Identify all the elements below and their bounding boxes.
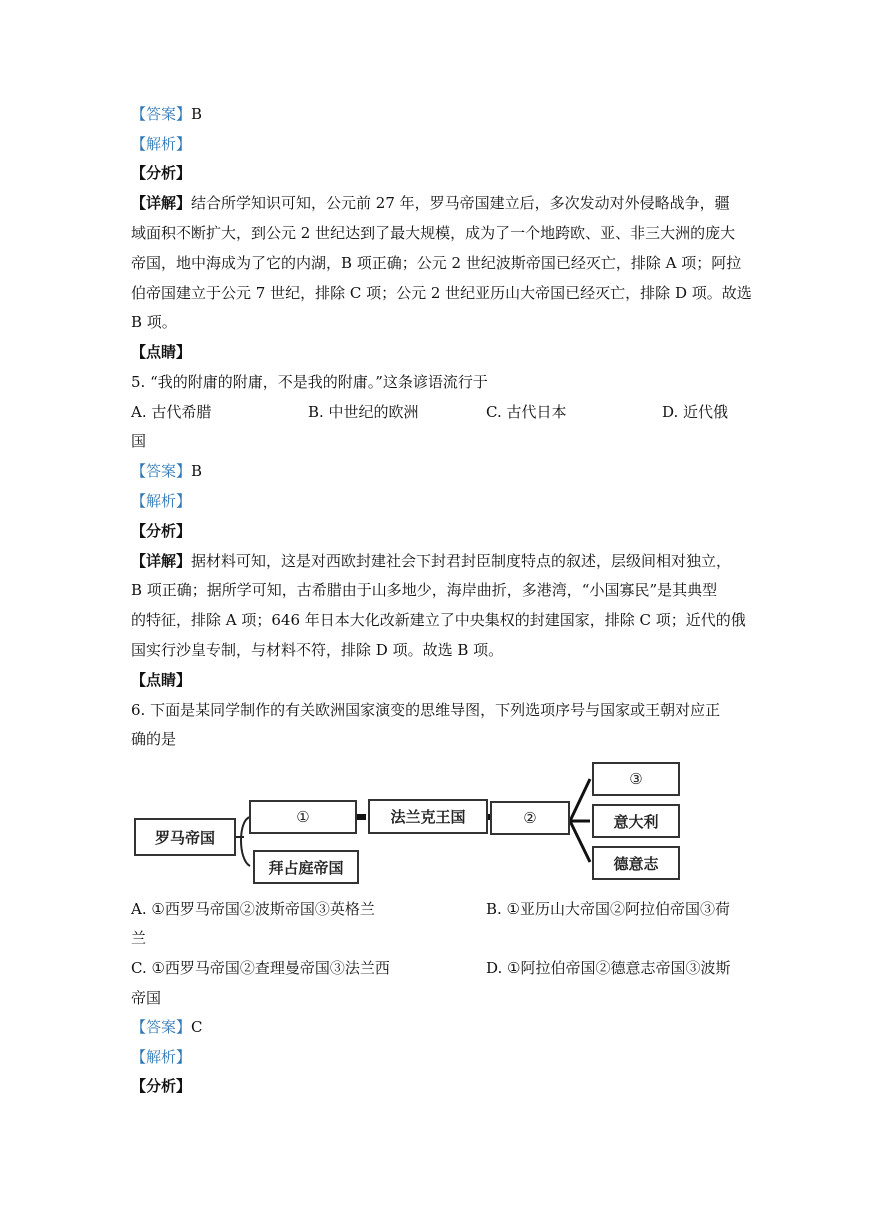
connector-branch-germany [570, 821, 590, 862]
q4-answer: 【答案】B [131, 105, 203, 123]
q6-fenxi-label: 【分析】 [131, 1077, 192, 1095]
q5-detail-line-3: 的特征，排除 A 项；646 年日本大化改新建立了中央集权的封建国家，排除 C 项；近代的俄 [131, 611, 746, 629]
q4-detail-line-3: 帝国，地中海成为了它的内湖，B 项正确；公元 2 世纪波斯帝国已经灭亡，排除 A 项；阿拉 [131, 254, 742, 272]
q5-option-wrap: 国 [131, 432, 147, 450]
connector-branch-3 [570, 779, 590, 821]
q5-detail-line-4: 国实行沙皇专制，与材料不符，排除 D 项。故选 B 项。 [131, 641, 504, 659]
box-frankish-kingdom: 法兰克王国 [368, 799, 488, 834]
q5-detail-line-1: 【详解】据材料可知，这是对西欧封建社会下封君封臣制度特点的叙述，层级间相对独立， [131, 552, 732, 570]
q5-option-a: A. 古代希腊 [131, 403, 212, 421]
q6-option-wrap-1: 兰 [131, 929, 147, 947]
q4-detail-line-5: B 项。 [131, 313, 177, 331]
box-blank-3: ③ [592, 762, 680, 796]
q6-option-wrap-2: 帝国 [131, 989, 162, 1007]
q5-fenxi-label: 【分析】 [131, 522, 192, 540]
q5-stem: 5. “我的附庸的附庸，不是我的附庸。”这条谚语流行于 [131, 373, 488, 391]
q6-answer: 【答案】C [131, 1018, 203, 1036]
q4-dianjing-label: 【点睛】 [131, 343, 192, 361]
q4-fenxi-label: 【分析】 [131, 164, 192, 182]
q6-option-a: A. ①西罗马帝国②波斯帝国③英格兰 [131, 900, 375, 918]
q5-option-b: B. 中世纪的欧洲 [308, 403, 419, 421]
q6-option-c: C. ①西罗马帝国②查理曼帝国③法兰西 [131, 959, 390, 977]
box-roman-empire: 罗马帝国 [134, 818, 236, 856]
q6-analysis-label: 【解析】 [131, 1048, 192, 1066]
box-blank-2: ② [490, 801, 570, 835]
q4-detail-line-2: 域面积不断扩大，到公元 2 世纪达到了最大规模，成为了一个地跨欧、亚、非三大洲的庞大 [131, 224, 736, 242]
q6-option-d: D. ①阿拉伯帝国②德意志帝国③波斯 [486, 959, 731, 977]
q4-analysis-label: 【解析】 [131, 135, 192, 153]
box-italy: 意大利 [592, 804, 680, 838]
q5-option-d: D. 近代俄 [662, 403, 729, 421]
q6-option-b: B. ①亚历山大帝国②阿拉伯帝国③荷 [486, 900, 731, 918]
box-byzantine-empire: 拜占庭帝国 [253, 850, 359, 884]
box-germany: 德意志 [592, 846, 680, 880]
q5-dianjing-label: 【点睛】 [131, 671, 192, 689]
q5-answer: 【答案】B [131, 462, 203, 480]
q6-stem-line-1: 6. 下面是某同学制作的有关欧洲国家演变的思维导图，下列选项序号与国家或王朝对应正 [131, 701, 721, 719]
box-blank-1: ① [249, 800, 357, 834]
q5-detail-line-2: B 项正确；据所学可知，古希腊由于山多地少，海岸曲折，多港湾，“小国寡民”是其典型 [131, 581, 718, 599]
q4-detail-line-4: 伯帝国建立于公元 7 世纪，排除 C 项；公元 2 世纪亚历山大帝国已经灭亡，排除 D 项。故选 [131, 284, 752, 302]
q4-detail-line-1: 【详解】结合所学知识可知，公元前 27 年，罗马帝国建立后，多次发动对外侵略战争，疆 [131, 194, 730, 212]
q5-option-c: C. 古代日本 [486, 403, 567, 421]
q6-stem-line-2: 确的是 [131, 730, 177, 748]
q5-analysis-label: 【解析】 [131, 492, 192, 510]
